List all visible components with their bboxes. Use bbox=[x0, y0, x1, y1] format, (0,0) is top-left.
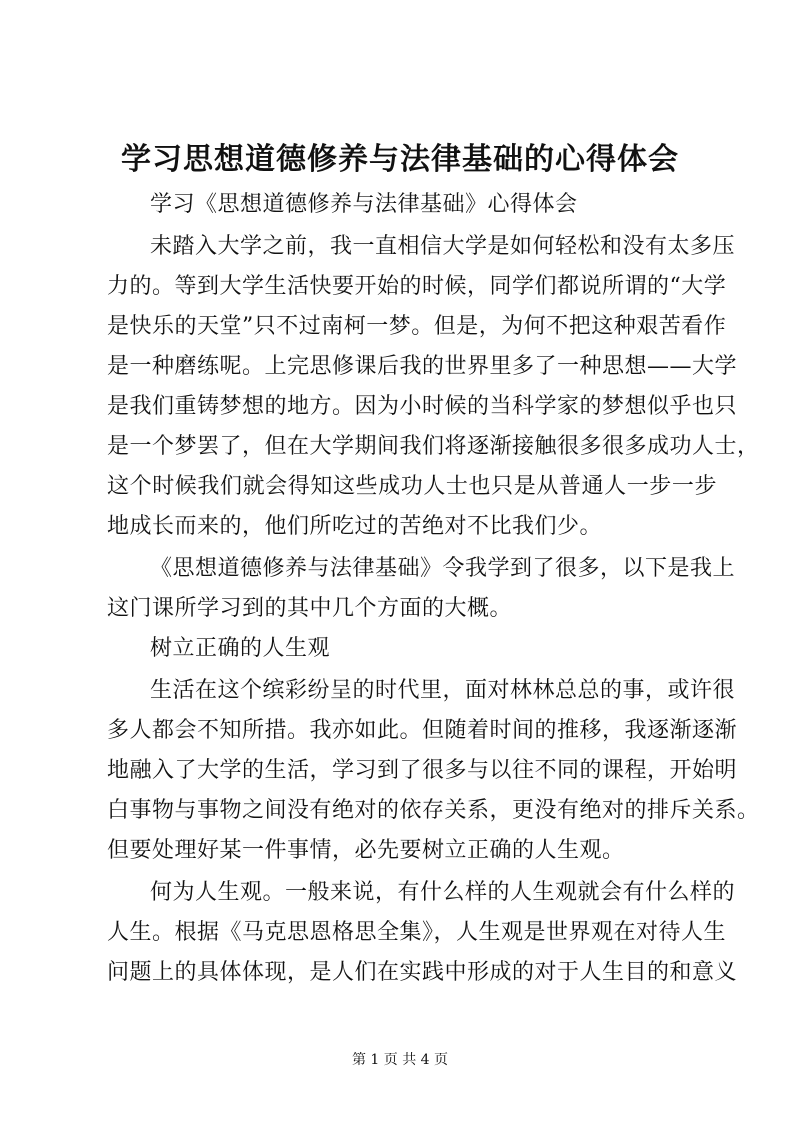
document-title: 学习思想道德修养与法律基础的心得体会 bbox=[121, 142, 679, 177]
paragraph-line: 地成长而来的，他们所吃过的苦绝对不比我们少。 bbox=[107, 514, 603, 539]
page-number-footer: 第 1 页 共 4 页 bbox=[351, 1052, 449, 1068]
paragraph-line: 多人都会不知所措。我亦如此。但随着时间的推移，我逐渐逐渐 bbox=[107, 718, 738, 743]
paragraph-line: 是我们重铸梦想的地方。因为小时候的当科学家的梦想似乎也只 bbox=[107, 394, 738, 419]
paragraph-line: 是一个梦罢了，但在大学期间我们将逐渐接触很多很多成功人士， bbox=[107, 434, 760, 459]
paragraph-line: 是一种磨练呢。上完思修课后我的世界里多了一种思想——大学 bbox=[107, 354, 738, 379]
paragraph-line: 人生。根据《马克思恩格思全集》，人生观是世界观在对待人生 bbox=[107, 920, 727, 945]
subtitle-line: 学习《思想道德修养与法律基础》心得体会 bbox=[150, 192, 578, 217]
paragraph-line: 何为人生观。一般来说，有什么样的人生观就会有什么样的 bbox=[150, 880, 736, 905]
paragraph-line: 力的。等到大学生活快要开始的时候，同学们都说所谓的“大学 bbox=[107, 274, 727, 299]
paragraph-line: 这个时候我们就会得知这些成功人士也只是从普通人一步一步 bbox=[107, 474, 717, 499]
paragraph-line: 白事物与事物之间没有绝对的依存关系，更没有绝对的排斥关系。 bbox=[107, 798, 760, 823]
section-heading: 树立正确的人生观 bbox=[150, 636, 331, 661]
paragraph-line: 生活在这个缤彩纷呈的时代里，面对林林总总的事，或许很 bbox=[150, 678, 736, 703]
paragraph-line: 地融入了大学的生活，学习到了很多与以往不同的课程，开始明 bbox=[107, 758, 738, 783]
paragraph-line: 未踏入大学之前，我一直相信大学是如何轻松和没有太多压 bbox=[150, 234, 736, 259]
paragraph-line: 但要处理好某一件事情，必先要树立正确的人生观。 bbox=[107, 838, 625, 863]
paragraph-line: 这门课所学习到的其中几个方面的大概。 bbox=[107, 596, 513, 621]
paragraph-line: 是快乐的天堂”只不过南柯一梦。但是，为何不把这种艰苦看作 bbox=[107, 314, 727, 339]
paragraph-line: 《思想道德修养与法律基础》令我学到了很多，以下是我上 bbox=[150, 556, 736, 581]
paragraph-line: 问题上的具体体现，是人们在实践中形成的对于人生目的和意义 bbox=[107, 960, 738, 985]
